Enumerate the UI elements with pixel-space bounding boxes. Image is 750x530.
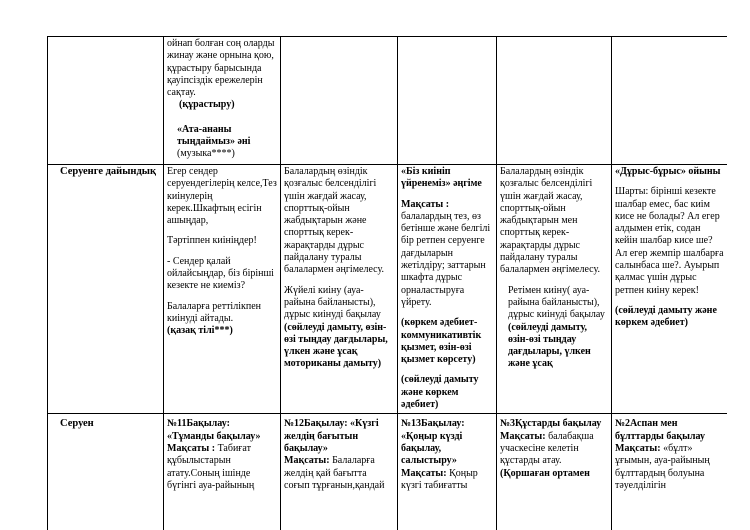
row2-cell-5 bbox=[612, 165, 728, 414]
row1-song-tag: (музыка****) bbox=[177, 148, 235, 160]
row2-c4-p1: Балалардың өзіндік қозғалыс белсенділігі үшін жағдай жасау, спорттық-ойын жабдықтарын мен спорттық керек-жарақтарды дұрыс пайдалану туралы балалармен әңгімелесу. bbox=[500, 166, 600, 276]
row1-text: ойнап болған соң оларды жинау және орнына қою, құрастыру барысында қауіпсіздік ережелерін сақтау. bbox=[167, 38, 275, 99]
row2-c1-p2: Тәртіппен киініңдер! bbox=[167, 235, 257, 247]
row2-c2-p2a: Жүйелі киіну (ауа-райына байланысты), дұрыс киінуді бақылау bbox=[284, 284, 381, 321]
row3-c2-goal-label: Мақсаты: bbox=[284, 455, 330, 467]
table-row bbox=[48, 37, 728, 165]
row-label-preparation: Серуенге дайындық bbox=[48, 165, 164, 414]
row3-c4-goal: балабақша учаскесіне келетін құстарды атау. bbox=[500, 430, 594, 467]
row2-c3-tag1: (көркем әдебиет-коммуникативтік қызмет, өзін-өзі қызмет көрсету) bbox=[401, 317, 482, 366]
row3-c4-goal-label: Мақсаты: bbox=[500, 430, 546, 442]
row2-cell-4 bbox=[497, 165, 612, 414]
row3-c2-title: №12Бақылау: «Күзгі желдің бағытын бақылау» bbox=[284, 418, 379, 454]
row3-c3-title: №13Бақылау: «Қоңыр күзді бақылау, салыстыру» bbox=[401, 418, 465, 467]
row2-c2-tag: (сөйлеуді дамыту, өзін-өзі тыңдау дағдылары, үлкен және ұсақ моториканы дамыту) bbox=[284, 321, 388, 370]
row1-cell-4 bbox=[497, 37, 612, 165]
row1-tag: (құрастыру) bbox=[179, 99, 235, 111]
table-row bbox=[48, 414, 728, 530]
row3-c5-goal: «бұлт» ұғымын, ауа-райының бұлттардың болуына тәуелділігін bbox=[615, 442, 710, 491]
row2-c1-p4: Балаларға реттілікпен киінуді айтады. bbox=[167, 300, 261, 324]
row3-c1-goal: Табиғат құбылыстарын атату.Соның ішінде бүгінгі ауа-райының bbox=[167, 442, 255, 491]
row2-c1-tag: (қазақ тілі***) bbox=[167, 325, 233, 337]
row2-cell-1 bbox=[164, 165, 281, 414]
row3-c4-title: №3Құстарды бақылау bbox=[500, 418, 602, 430]
row3-cell-2 bbox=[281, 414, 398, 530]
row1-cell-3 bbox=[398, 37, 497, 165]
row2-c5-title: «Дұрыс-бұрыс» ойыны bbox=[615, 166, 721, 177]
table-row bbox=[48, 165, 728, 414]
row3-cell-1 bbox=[164, 414, 281, 530]
row1-cell-5 bbox=[612, 37, 728, 165]
row2-c5-tag: (сөйлеуді дамыту және көркем әдебиет) bbox=[615, 304, 717, 329]
row3-c4-tag: (Қоршаған ортамен bbox=[500, 467, 590, 479]
row3-c5-title: №2Аспан мен бұлттарды бақылау bbox=[615, 418, 706, 442]
row3-c3-goal: Қоңыр күзгі табиғатты bbox=[401, 467, 478, 491]
row2-c3-title: «Біз киініп үйренеміз» әңгіме bbox=[401, 166, 482, 190]
row3-c1-goal-label: Мақсаты : bbox=[167, 442, 216, 454]
row3-cell-4 bbox=[497, 414, 612, 530]
row2-c4-tag: (сөйлеуді дамыту, өзін-өзі тыңдау дағдылары, үлкен және ұсақ bbox=[508, 321, 591, 370]
plan-table bbox=[47, 36, 727, 530]
row2-c3-tag2: (сөйлеуді дамыту және көркем әдебиет) bbox=[401, 374, 479, 411]
row1-song: «Ата-ананы тыңдаймыз» әні bbox=[177, 123, 251, 148]
row3-cell-5 bbox=[612, 414, 728, 530]
row2-cell-3 bbox=[398, 165, 497, 414]
row2-cell-2 bbox=[281, 165, 398, 414]
row3-c3-goal-label: Мақсаты: bbox=[401, 467, 447, 479]
row2-c3-goal-label: Мақсаты : bbox=[401, 198, 450, 210]
plan-document bbox=[47, 36, 727, 530]
row1-label-cell bbox=[48, 37, 164, 165]
row1-cell-2 bbox=[281, 37, 398, 165]
row1-cell-1 bbox=[164, 37, 281, 165]
row2-c4-p2a: Ретімен киіну( ауа-райына байланысты), дұрыс киінуді бақылау bbox=[508, 284, 605, 321]
row2-c1-p1: Егер сендер серуендегілерің келсе,Тез киінулерің керек.Шкафтың есігін ашыңдар, bbox=[167, 166, 277, 227]
row-label-walk: Серуен bbox=[48, 414, 164, 530]
row2-c1-p3: - Сендер қалай ойлайсыңдар, біз бірінші кезекте не киеміз? bbox=[167, 255, 274, 292]
row3-c5-goal-label: Мақсаты: bbox=[615, 442, 661, 454]
row3-cell-3 bbox=[398, 414, 497, 530]
row2-c3-goal: балалардың тез, өз бетінше және белгілі бір ретпен серуенге дағдыларын жетілдіру; заттарын шкафта дұрыс орналастыруға үйрету. bbox=[401, 210, 491, 308]
row2-c2-p1: Балалардың өзіндік қозғалыс белсенділігі үшін жағдай жасау, спорттық-ойын жабдықтарын және спорттық керек-жарақтарды дұрыс пайдалану туралы балалармен әңгімелесу. bbox=[284, 166, 384, 276]
row2-c5-p1: Шарты: бірінші кезекте шалбар емес, бас киім кисе не болады? Ал егер алдымен етік, содан кейін шалбар кисе ше? Ал егер жемпір шалбарға салынбаса ше?. Ауырып қалмас үшін дұрыс ретпен киіну керек! bbox=[615, 186, 724, 296]
row3-c2-goal: Балаларға желдің қай бағытта соғып тұрғанын,қандай bbox=[284, 455, 385, 491]
row3-c1-title: №11Бақылау: «Тұманды бақылау» bbox=[167, 418, 261, 442]
